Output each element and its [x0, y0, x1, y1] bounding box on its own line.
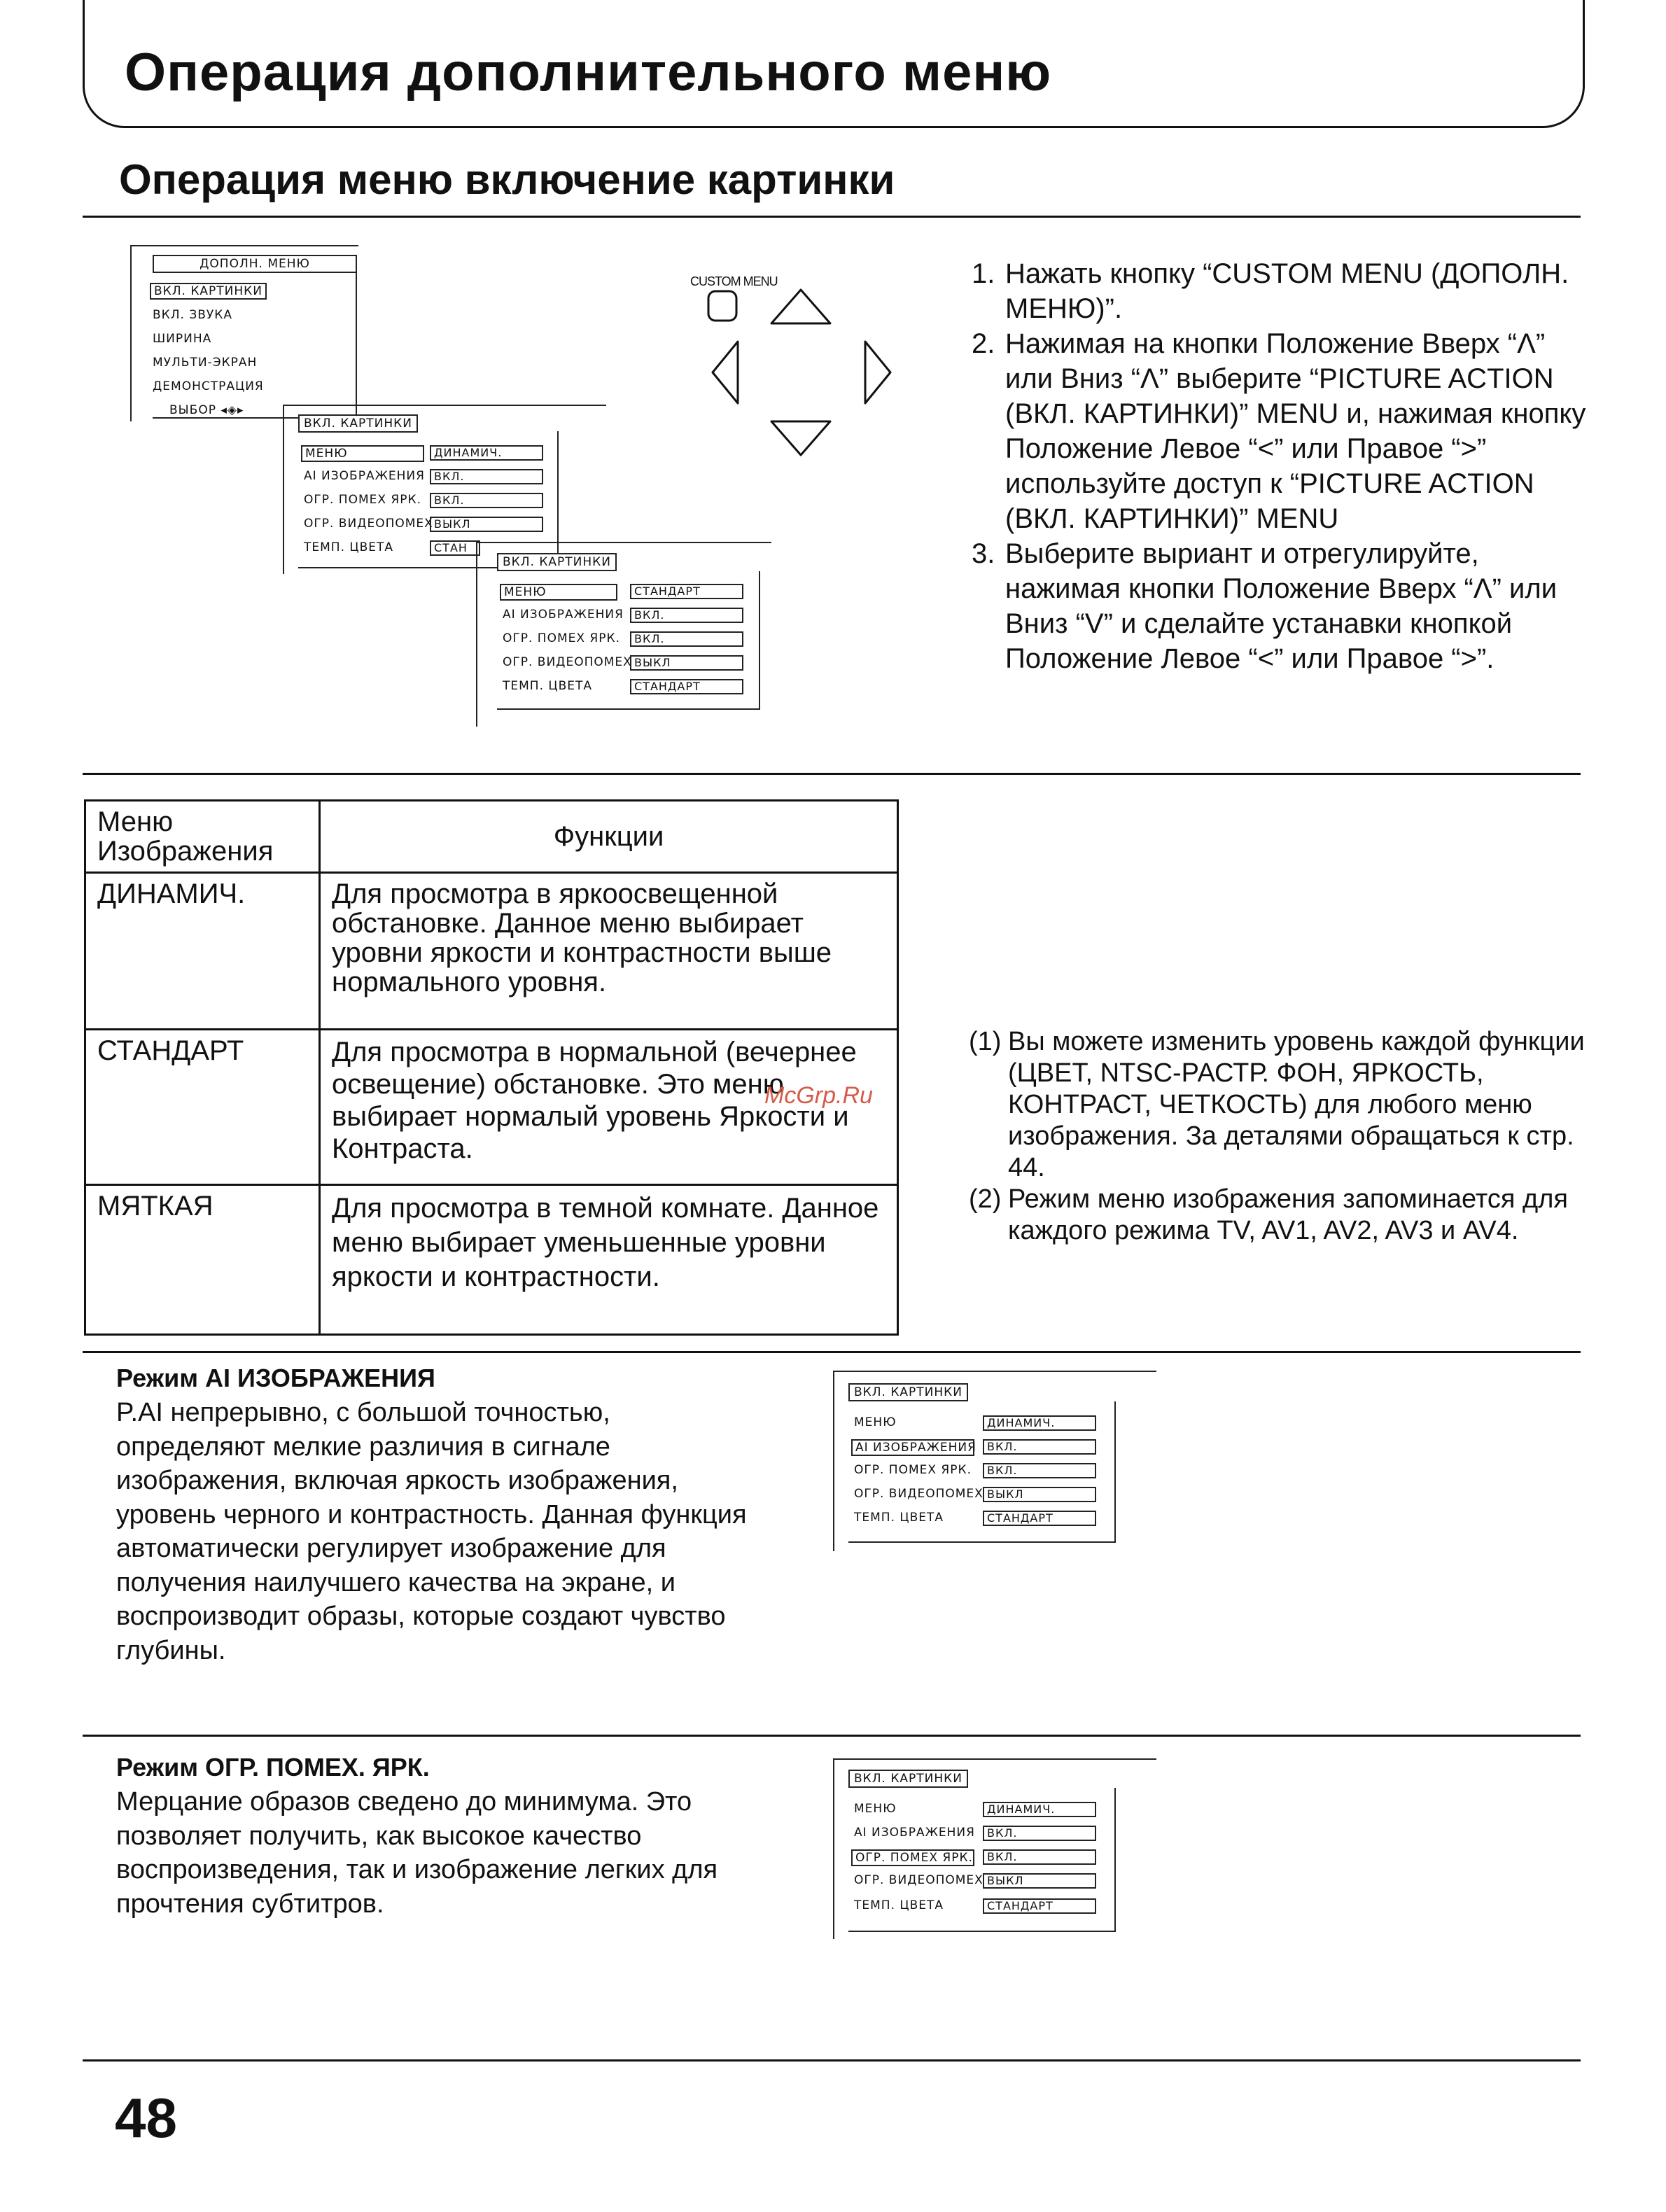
value-nr: ВКЛ.: [983, 1463, 1096, 1478]
value-nr: ВКЛ.: [630, 631, 743, 647]
row-label-menu: МЕНЮ: [301, 445, 424, 462]
note-2: (2) Режим меню изображения запоминается для каждого режима TV, AV1, AV2, AV3 и AV4.: [969, 1184, 1568, 1245]
value-menu: ДИНАМИЧ.: [983, 1802, 1096, 1817]
picture-menu-screen-b: [476, 542, 771, 727]
table-row: [85, 873, 898, 1030]
value-vnr: ВЫКЛ: [983, 1487, 1096, 1502]
table-cell-function: Для просмотра в темной комнате. Данное меню выбирает уменьшенные уровни яркости и контрастности.: [320, 1185, 898, 1335]
ai-mode-heading: Режим AI ИЗОБРАЖЕНИЯ: [116, 1364, 435, 1392]
menu-item-width: ШИРИНА: [153, 332, 212, 346]
custom-menu-key[interactable]: [708, 291, 736, 321]
picture-menu-screen-d: [833, 1758, 1156, 1939]
row-label-ai: AI ИЗОБРАЖЕНИЯ: [304, 469, 425, 483]
row-label-temp: ТЕМП. ЦВЕТА: [854, 1511, 944, 1525]
screen-title: ВКЛ. КАРТИНКИ: [298, 414, 418, 433]
value-ai: ВКЛ.: [983, 1826, 1096, 1841]
row-label-menu: МЕНЮ: [500, 584, 617, 601]
table-cell-menu: СТАНДАРТ: [85, 1030, 320, 1185]
screen-title: ДОПОЛН. МЕНЮ: [153, 255, 357, 273]
picture-menu-screen-c: [833, 1371, 1156, 1551]
page-number: 48: [115, 2087, 177, 2149]
step-2: 2. Нажимая на кнопки Положение Вверх “Λ” или Вниз “Λ” выберите “PICTURE ACTION (ВКЛ. КАРТИНКИ)” MENU и, нажимая кнопку Положение Левое “<” или Правое “>” используйте доступ к “PICTURE ACTION (ВКЛ. КАРТИНКИ)” MENU: [972, 328, 1586, 534]
row-label-nr: ОГР. ПОМЕХ ЯРК.: [851, 1849, 974, 1866]
custom-menu-label: CUSTOM MENU: [690, 274, 778, 288]
value-temp: СТАН: [430, 540, 480, 556]
row-label-vnr: ОГР. ВИДЕОПОМЕХ: [304, 517, 433, 531]
row-label-vnr: ОГР. ВИДЕОПОМЕХ: [854, 1487, 983, 1501]
table-cell-menu: МЯТКАЯ: [85, 1185, 320, 1335]
table-cell-function: Для просмотра в яркоосвещенной обстановке. Данное меню выбирает уровни яркости и контрастности выше нормального уровня.: [320, 873, 898, 1030]
divider: [83, 1735, 1581, 1737]
remote-keys: [697, 280, 921, 469]
row-label-menu: МЕНЮ: [854, 1802, 897, 1816]
value-menu: СТАНДАРТ: [630, 584, 743, 599]
divider: [83, 216, 1581, 218]
value-temp: СТАНДАРТ: [983, 1898, 1096, 1914]
nr-mode-heading: Режим ОГР. ПОМЕХ. ЯРК.: [116, 1753, 430, 1782]
row-label-ai: AI ИЗОБРАЖЕНИЯ: [503, 608, 624, 622]
row-label-ai: AI ИЗОБРАЖЕНИЯ: [851, 1439, 974, 1456]
right-key[interactable]: [865, 342, 890, 403]
value-vnr: ВЫКЛ: [630, 655, 743, 671]
row-label-ai: AI ИЗОБРАЖЕНИЯ: [854, 1826, 975, 1840]
value-vnr: ВЫКЛ: [983, 1873, 1096, 1889]
row-label-temp: ТЕМП. ЦВЕТА: [854, 1898, 944, 1912]
step-1: 1. Нажать кнопку “CUSTOM MENU (ДОПОЛН. МЕНЮ)”.: [972, 258, 1569, 324]
menu-item-demo: ДЕМОНСТРАЦИЯ: [153, 379, 264, 393]
step-3: 3. Выберите выриант и отрегулируйте, нажимая кнопки Положение Вверх “Λ” или Вниз “V” и сделайте устанавки кнопкой Положение Левое “<” или Правое “>”.: [972, 538, 1558, 674]
note-1: (1) Вы можете изменить уровень каждой функции (ЦВЕТ, NTSC-РАСТР. ФОН, ЯРКОСТЬ, КОНТРАСТ, ЧЕТКОСТЬ) для любого меню изображения. За деталями обращаться к стр. 44.: [969, 1027, 1585, 1182]
value-temp: СТАНДАРТ: [630, 679, 743, 694]
menu-item-picture: ВКЛ. КАРТИНКИ: [150, 283, 267, 300]
page-title: Операция дополнительного меню: [125, 43, 1052, 102]
row-label-nr: ОГР. ПОМЕХ ЯРК.: [503, 631, 620, 645]
arrows-icon: ◂◈▸: [220, 403, 244, 417]
screen-title: ВКЛ. КАРТИНКИ: [848, 1770, 968, 1788]
row-label-vnr: ОГР. ВИДЕОПОМЕХ: [854, 1873, 983, 1887]
row-label-vnr: ОГР. ВИДЕОПОМЕХ: [503, 655, 632, 669]
value-temp: СТАНДАРТ: [983, 1511, 1096, 1526]
picture-menu-table: [84, 799, 899, 1336]
table-row: [85, 1185, 898, 1335]
value-menu: ДИНАМИЧ.: [983, 1415, 1096, 1431]
table-cell-menu: ДИНАМИЧ.: [85, 873, 320, 1030]
table-header-functions: Функции: [320, 801, 898, 873]
watermark: McGrp.Ru: [764, 1082, 873, 1109]
divider: [83, 2059, 1581, 2062]
row-label-temp: ТЕМП. ЦВЕТА: [304, 540, 393, 554]
value-nr: ВКЛ.: [430, 493, 543, 508]
value-vnr: ВЫКЛ: [430, 517, 543, 532]
menu-item-multiscreen: МУЛЬТИ-ЭКРАН: [153, 356, 258, 370]
divider: [83, 1351, 1581, 1353]
table-header-menu: Меню Изображения: [85, 801, 320, 873]
row-label-menu: МЕНЮ: [854, 1415, 897, 1429]
row-label-nr: ОГР. ПОМЕХ ЯРК.: [854, 1463, 972, 1477]
notes: [969, 1026, 1585, 1247]
value-ai: ВКЛ.: [630, 608, 743, 623]
left-key[interactable]: [713, 342, 738, 403]
nr-mode-text: Мерцание образов сведено до минимума. Это позволяет получить, как высокое качество воспроизведения, так и изображение легких для прочтения субтитров.: [116, 1787, 718, 1919]
section-title: Операция меню включение картинки: [119, 156, 895, 203]
custom-menu-screen: [130, 245, 358, 421]
row-label-temp: ТЕМП. ЦВЕТА: [503, 679, 592, 693]
down-key[interactable]: [771, 421, 830, 455]
divider: [83, 773, 1581, 775]
menu-item-sound: ВКЛ. ЗВУКА: [153, 308, 232, 322]
up-key[interactable]: [771, 290, 830, 323]
value-menu: ДИНАМИЧ.: [430, 445, 543, 461]
value-ai: ВКЛ.: [983, 1439, 1096, 1455]
row-label-nr: ОГР. ПОМЕХ ЯРК.: [304, 493, 421, 507]
screen-title: ВКЛ. КАРТИНКИ: [848, 1383, 968, 1401]
table-cell-function: Для просмотра в нормальной (вечернее освещение) обстановке. Это меню выбирает нормалый уровень Яркости и Контраста.: [320, 1030, 898, 1185]
value-nr: ВКЛ.: [983, 1849, 1096, 1865]
ai-mode-text: P.AI непрерывно, с большой точностью, определяют мелкие различия в сигнале изображения, включая яркость изображения, уровень черного и контрастность. Данная функция автоматически регулирует изображение для получения наилучшего качества на экране, и воспроизводит образы, которые создают чувство глубины.: [116, 1398, 747, 1665]
value-ai: ВКЛ.: [430, 469, 543, 484]
menu-footer: ВЫБОР ◂◈▸: [169, 403, 244, 417]
screen-title: ВКЛ. КАРТИНКИ: [497, 553, 617, 571]
instruction-steps: [972, 256, 1588, 676]
